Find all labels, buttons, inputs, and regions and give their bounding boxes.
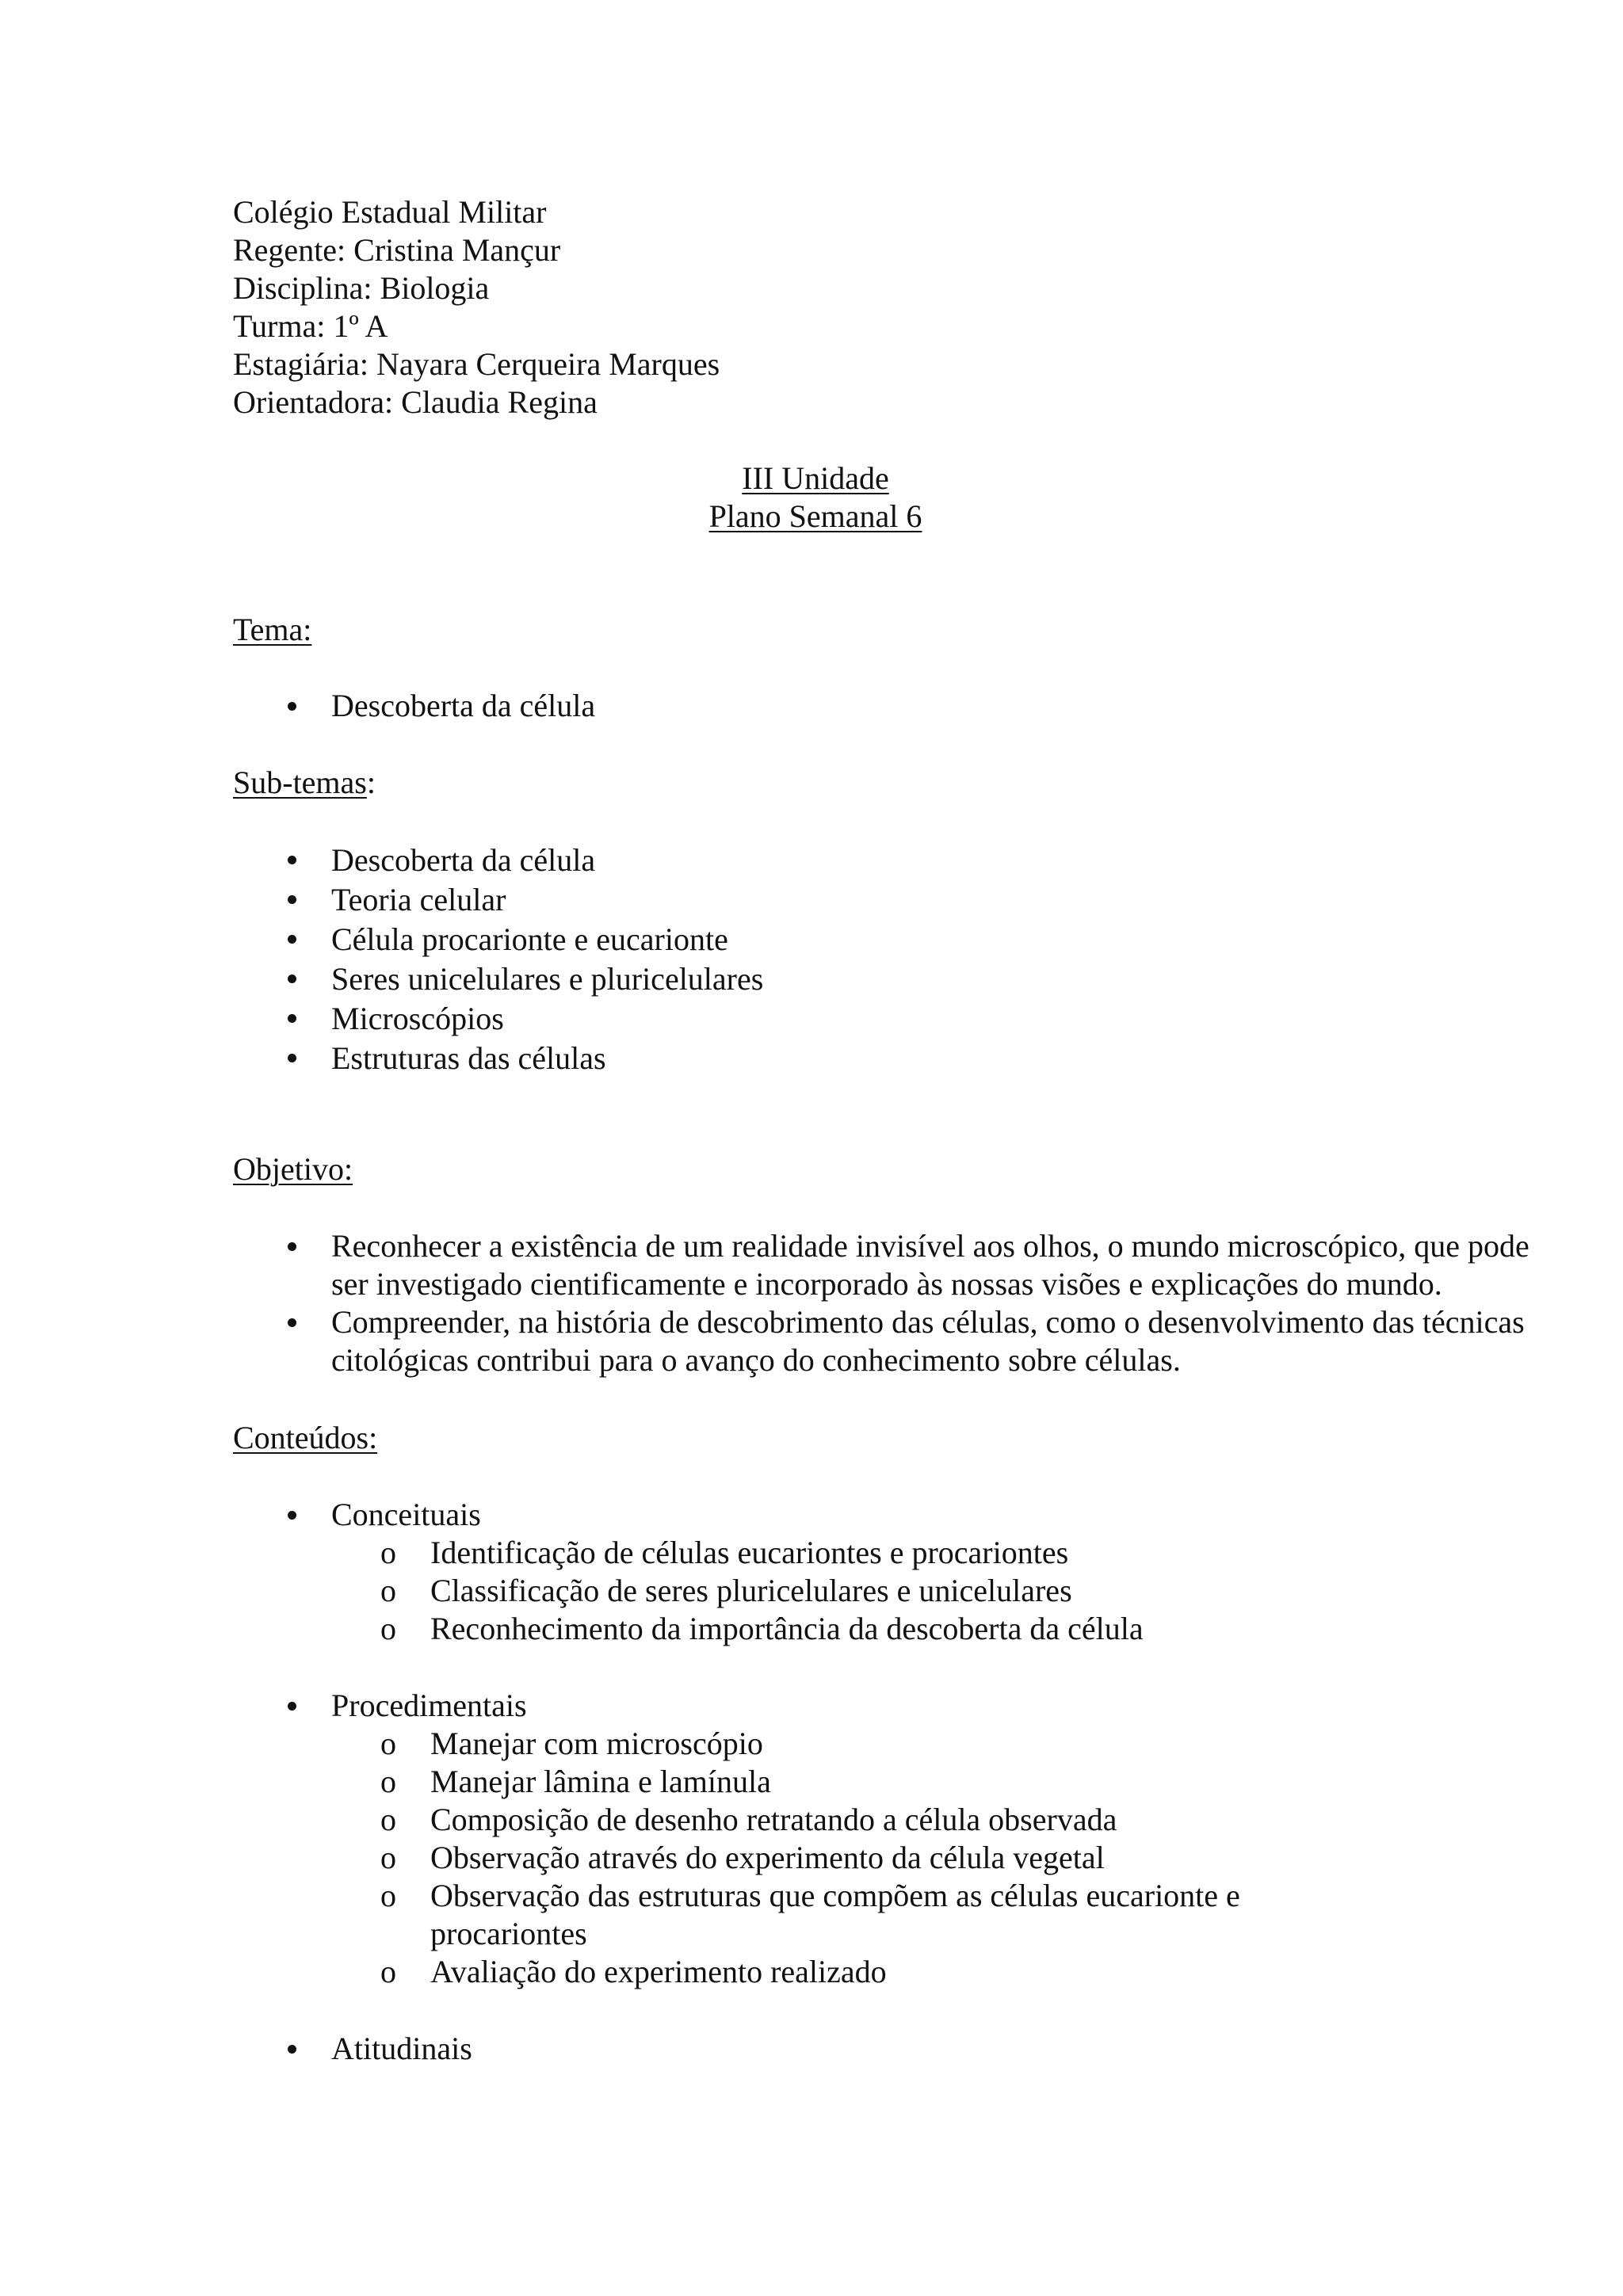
bullet-icon: [288, 895, 296, 904]
sub-list-item-text: Avaliação do experimento realizado: [430, 1954, 887, 1989]
tema-list: [0, 687, 1552, 725]
bullet-icon: [288, 974, 296, 983]
objetivo-heading: [233, 1150, 353, 1188]
list-item-text: Descoberta da célula: [331, 842, 596, 878]
conteudos-conceituais: [0, 1496, 1552, 1534]
header-block: [233, 193, 720, 421]
list-item-text: Reconhecer a existência de um realidade invisível aos olhos, o mundo microscópico, que pode ser investigado cientificamente e incorporado às nossas visões e explicações do mundo.: [331, 1228, 1529, 1302]
list-item-text: Seres unicelulares e pluricelulares: [331, 961, 764, 997]
plan-title: Plano Semanal 6: [708, 498, 922, 534]
sub-bullet-icon: o: [380, 1954, 396, 1989]
subtemas-list: [0, 841, 1552, 1078]
unit-title: III Unidade: [742, 460, 889, 496]
group-label: Procedimentais: [331, 1688, 527, 1723]
list-item-text: Descoberta da célula: [331, 688, 596, 723]
list-item-text: Estruturas das células: [331, 1040, 606, 1076]
sub-list-item-text: Manejar lâmina e lamínula: [430, 1764, 771, 1799]
list-item: [0, 1227, 1552, 1303]
sub-bullet-icon: o: [380, 1611, 396, 1646]
sub-list-item-text: Composição de desenho retratando a célula observada: [430, 1802, 1117, 1837]
list-item: [0, 1303, 1552, 1379]
sub-list-item-text: Manejar com microscópio: [430, 1726, 763, 1761]
bullet-icon: [288, 1511, 296, 1520]
list-item: [0, 1687, 1552, 1725]
group-label: Atitudinais: [331, 2031, 472, 2066]
conteudos-heading-text: Conteúdos:: [233, 1420, 378, 1455]
list-item-text: Teoria celular: [331, 882, 506, 917]
list-item-text: Célula procarionte e eucarionte: [331, 921, 728, 957]
sub-list-item: [0, 1534, 1556, 1572]
bullet-icon: [288, 1054, 296, 1062]
objetivo-list: [0, 1227, 1552, 1379]
sub-bullet-icon: o: [380, 1535, 396, 1570]
sub-bullet-icon: o: [380, 1802, 396, 1837]
sub-list-item: [0, 1953, 1556, 1991]
conteudos-procedimentais: [0, 1687, 1552, 1725]
list-item: [0, 2030, 1552, 2068]
group-label: Conceituais: [331, 1497, 481, 1532]
bullet-icon: [288, 1702, 296, 1711]
sub-bullet-icon: o: [380, 1726, 396, 1761]
list-item: [0, 1496, 1552, 1534]
sub-bullet-icon: o: [380, 1573, 396, 1608]
sub-list-item-text: Observação através do experimento da célula vegetal: [430, 1840, 1105, 1875]
tema-heading-text: Tema:: [233, 612, 312, 647]
bullet-icon: [288, 1242, 296, 1251]
sub-list-item: [0, 1763, 1556, 1801]
orientadora-line: Orientadora: Claudia Regina: [233, 384, 598, 420]
list-item: [0, 999, 1552, 1039]
subtemas-heading-text: Sub-temas: [233, 765, 367, 800]
subtemas-heading: [233, 764, 376, 802]
list-item-text: Microscópios: [331, 1001, 504, 1036]
list-item: [0, 841, 1552, 880]
turma-line: Turma: 1º A: [233, 308, 388, 344]
estagiaria-line: Estagiária: Nayara Cerqueira Marques: [233, 346, 720, 382]
sub-list-item-text: Classificação de seres pluricelulares e unicelulares: [430, 1573, 1072, 1608]
bullet-icon: [288, 1318, 296, 1327]
subtemas-heading-colon: :: [366, 765, 376, 800]
conceituais-sublist: [0, 1534, 1556, 1648]
list-item-text: Compreender, na história de descobrimento das células, como o desenvolvimento das técnicas citológicas contribui para o avanço do conhecimento sobre células.: [331, 1304, 1525, 1378]
sub-list-item: [0, 1877, 1381, 1953]
sub-list-item: [0, 1572, 1556, 1610]
list-item: [0, 1039, 1552, 1078]
sub-list-item-text: Identificação de células eucariontes e procariontes: [430, 1535, 1069, 1570]
sub-list-item: [0, 1725, 1556, 1763]
procedimentais-sublist: [0, 1725, 1556, 1991]
bullet-icon: [288, 935, 296, 944]
sub-list-item: [0, 1839, 1556, 1877]
bullet-icon: [288, 2045, 296, 2054]
conteudos-atitudinais: [0, 2030, 1552, 2068]
objetivo-heading-text: Objetivo:: [233, 1151, 353, 1187]
list-item: [0, 687, 1552, 725]
school-name: Colégio Estadual Militar: [233, 194, 547, 230]
sub-list-item: [0, 1801, 1556, 1839]
bullet-icon: [288, 856, 296, 864]
list-item: [0, 920, 1552, 959]
bullet-icon: [288, 702, 296, 711]
tema-heading: [233, 611, 311, 649]
bullet-icon: [288, 1014, 296, 1023]
list-item: [0, 959, 1552, 999]
sub-bullet-icon: o: [380, 1840, 396, 1875]
list-item: [0, 880, 1552, 920]
sub-list-item-text: Observação das estruturas que compõem as células eucarionte e procariontes: [430, 1878, 1240, 1951]
sub-bullet-icon: o: [380, 1878, 396, 1913]
sub-bullet-icon: o: [380, 1764, 396, 1799]
conteudos-heading: [233, 1419, 377, 1457]
disciplina-line: Disciplina: Biologia: [233, 270, 490, 306]
sub-list-item-text: Reconhecimento da importância da descoberta da célula: [430, 1611, 1144, 1646]
sub-list-item: [0, 1610, 1556, 1648]
regente-line: Regente: Cristina Mançur: [233, 232, 561, 268]
